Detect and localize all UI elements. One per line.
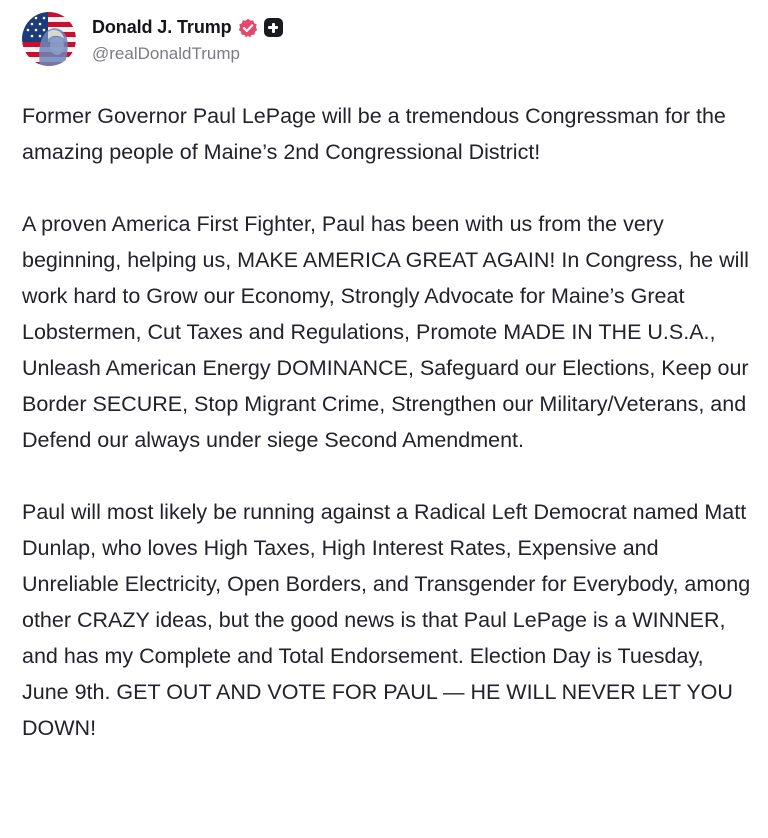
post-paragraph: A proven America First Fighter, Paul has been with us from the very beginning, helping us, MAKE AMERICA GREAT AGAIN! In Congress, he will work hard to Grow our Economy, Strongly Advocate for Maine’s Great Lobstermen, Cut Taxes and Regulations, Promote MADE IN THE U.S.A., Unleash American Energy DOMINANCE, Safeguard our Elections, Keep our Border SECURE, Stop Migrant Crime, Strengthen our Military/Veterans, and Defend our always under siege Second Amendment.: [22, 212, 749, 452]
author-handle[interactable]: @realDonaldTrump: [92, 43, 240, 63]
avatar[interactable]: [22, 12, 76, 66]
post-header: [22, 12, 283, 66]
flag-portrait-avatar-icon: [22, 12, 76, 66]
post-content: [22, 98, 752, 746]
author-name-row: [92, 15, 283, 41]
verified-badge-icon: [238, 18, 258, 38]
author-display-name[interactable]: Donald J. Trump: [92, 17, 232, 37]
post-paragraph: Paul will most likely be running against a Radical Left Democrat named Matt Dunlap, who loves High Taxes, High Interest Rates, Expensive and Unreliable Electricity, Open Borders, and Transgender for Everybody, among other CRAZY ideas, but the good news is that Paul LePage is a WINNER, and has my Complete and Total Endorsement. Election Day is Tuesday, June 9th. GET OUT AND VOTE FOR PAUL — HE WILL NEVER LET YOU DOWN!: [22, 500, 751, 740]
plus-badge-icon: [264, 18, 283, 37]
post-paragraph: Former Governor Paul LePage will be a tremendous Congressman for the amazing people of Maine’s 2nd Congressional District!: [22, 104, 726, 164]
author-info: [92, 15, 283, 64]
